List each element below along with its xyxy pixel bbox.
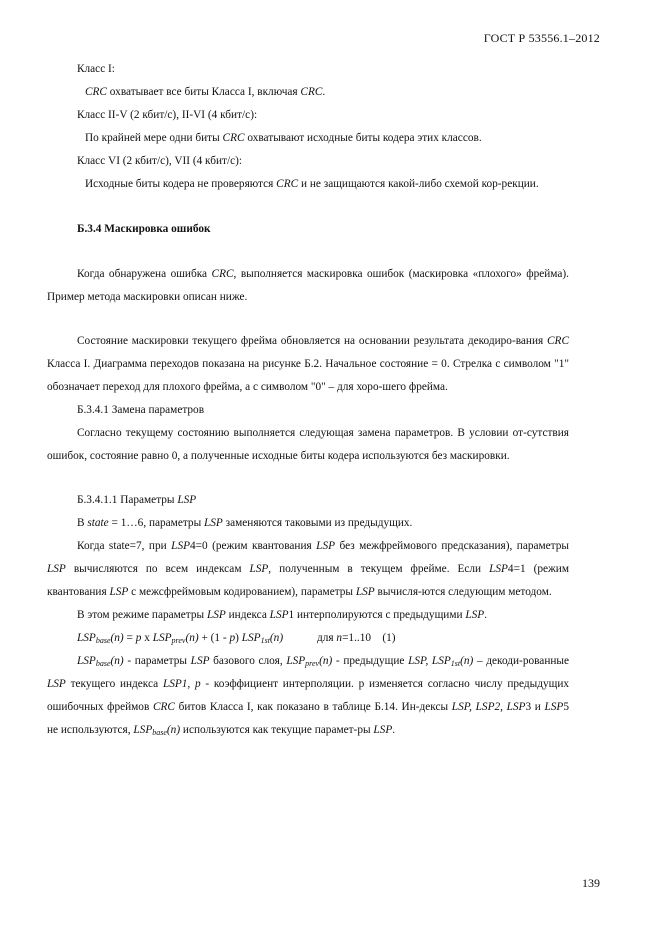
subsection-lsp-heading: Б.3.4.1.1 Параметры LSP: [77, 494, 197, 506]
formula-1: $LSP_{base}(n) = p$ x $LSP_{prev}(n) + (1 - p)$ $LSP_{1st}(n)$ для n=1..10 (1): [77, 632, 396, 645]
class-1-text: CRC охватывает все биты Класса I, включая CRC.: [85, 86, 326, 98]
lsp-state-paragraph: В state = 1…6, параметры LSP заменяются таковыми из предыдущих.: [77, 517, 413, 529]
class-6-7-text: Исходные биты кодера не проверяются CRC и не защищаются какой-либо схемой кор-рекции.: [85, 178, 539, 190]
class-2-6-label: Класс II-V (2 кбит/с), II-VI (4 кбит/с):: [77, 109, 258, 121]
formula-explanation-paragraph: $LSP_{base}(n)$ - параметры LSP базового слоя, $LSP_{prev}(n)$ - предыдущие LSP, $LSP_{1st}(n)$ – декоди-рованные LSP текущего индекса LSP1, p - коэффициент интерполяции. p изменяется согласно числу предыдущих ошибочных фреймов CRC битов Класса I, как показано в таблице Б.14. Ин-дексы LSP, LSP2, LSP3 и LSP5 не используются, $LSP_{base}(n)$ используются как текущие парамет-ры LSP.: [47, 655, 570, 737]
subsection-params-heading: Б.3.4.1 Замена параметров: [77, 404, 205, 416]
page-number: 139: [582, 876, 600, 890]
masking-state-paragraph: Состояние маскировки текущего фрейма обновляется на основании результата декодиро-вания CRC Класса I. Диаграмма переходов показана на рисунке Б.2. Начальное состояние = 0. Стрелка с символом "1" обозначает переход для плохого фрейма, а с символом "0" – для хоро-шего фрейма.: [47, 335, 569, 393]
params-replacement-paragraph: Согласно текущему состоянию выполняется следующая замена параметров. В условии от-сутствия ошибок, состояние равно 0, а полученные исходные биты кодера используются без маскировки.: [47, 427, 569, 462]
lsp-interp-paragraph: В этом режиме параметры LSP индекса LSP1 интерполируются с предыдущими LSP.: [77, 609, 488, 621]
class-1-label: Класс I:: [77, 63, 115, 75]
masking-intro-paragraph: Когда обнаружена ошибка CRC, выполняется маскировка ошибок (маскировка «плохого» фрейма). Пример метода маскировки описан ниже.: [47, 268, 569, 303]
class-6-7-label: Класс VI (2 кбит/с), VII (4 кбит/с):: [77, 155, 243, 167]
section-heading: Б.3.4 Маскировка ошибок: [77, 223, 211, 235]
document-header: ГОСТ Р 53556.1–2012: [483, 31, 600, 45]
lsp-state7-paragraph: Когда state=7, при LSP4=0 (режим квантования LSP без межфреймового предсказания), параметры LSP вычисляются по всем индексам LSP, полученным в текущем фрейме. Если LSP4=1 (режим квантования LSP с межсфреймовым кодированием), параметры LSP вычисля-ются следующим методом.: [47, 540, 569, 598]
class-2-6-text: По крайней мере одни биты CRC охватывают исходные биты кодера этих классов.: [85, 132, 482, 144]
page-body: [47, 58, 569, 742]
